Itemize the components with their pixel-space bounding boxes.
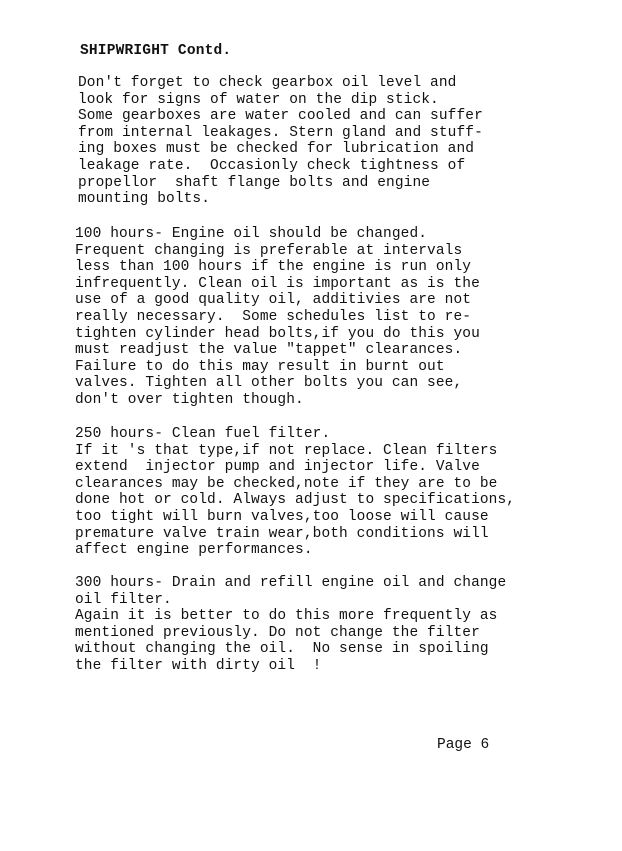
text-line: look for signs of water on the dip stick. xyxy=(78,91,439,108)
text-line: Don't forget to check gearbox oil level and xyxy=(78,75,457,91)
text-line: 250 hours- Clean fuel filter. xyxy=(75,426,331,442)
text-line: clearances may be checked,note if they are to be xyxy=(75,475,498,492)
text-line: infrequently. Clean oil is important as is the xyxy=(75,275,480,292)
paragraph-300-hours xyxy=(75,575,506,675)
text-line: the filter with dirty oil ! xyxy=(75,657,322,674)
text-line: Some gearboxes are water cooled and can suffer xyxy=(78,108,483,125)
paragraph-gearbox-check xyxy=(78,75,483,208)
text-line: from internal leakages. Stern gland and stuff- xyxy=(78,124,483,141)
text-line: really necessary. Some schedules list to re- xyxy=(75,308,472,325)
text-line: must readjust the value "tappet" clearances. xyxy=(75,342,463,359)
text-line: extend injector pump and injector life. Valve xyxy=(75,459,480,476)
section-heading: SHIPWRIGHT Contd. xyxy=(80,43,232,59)
text-line: 300 hours- Drain and refill engine oil and change xyxy=(75,575,507,591)
text-line: done hot or cold. Always adjust to specifications, xyxy=(75,492,516,509)
text-line: Failure to do this may result in burnt out xyxy=(75,358,445,375)
text-line: tighten cylinder head bolts,if you do this you xyxy=(75,325,480,342)
text-line: affect engine performances. xyxy=(75,542,313,559)
text-line: less than 100 hours if the engine is run only xyxy=(75,259,472,276)
text-line: use of a good quality oil, additivies are not xyxy=(75,292,472,309)
text-line: premature valve train wear,both conditions will xyxy=(75,525,489,542)
page-number: Page 6 xyxy=(437,737,490,753)
text-line: mounting bolts. xyxy=(78,191,211,208)
text-line: Frequent changing is preferable at intervals xyxy=(75,242,463,259)
text-line: ing boxes must be checked for lubrication and xyxy=(78,141,475,158)
text-line: 100 hours- Engine oil should be changed. xyxy=(75,226,428,242)
paragraph-250-hours xyxy=(75,426,515,559)
text-line: too tight will burn valves,too loose will cause xyxy=(75,508,489,525)
paragraph-100-hours xyxy=(75,226,480,409)
text-line: valves. Tighten all other bolts you can see, xyxy=(75,375,463,392)
text-line: leakage rate. Occasionly check tightness of xyxy=(78,157,466,174)
text-line: Again it is better to do this more frequently as xyxy=(75,608,498,625)
text-line: If it 's that type,if not replace. Clean filters xyxy=(75,442,498,459)
text-line: without changing the oil. No sense in spoiling xyxy=(75,641,489,658)
text-line: propellor shaft flange bolts and engine xyxy=(78,174,431,191)
text-line: oil filter. xyxy=(75,591,172,608)
text-line: don't over tighten though. xyxy=(75,391,304,408)
text-line: mentioned previously. Do not change the filter xyxy=(75,624,480,641)
